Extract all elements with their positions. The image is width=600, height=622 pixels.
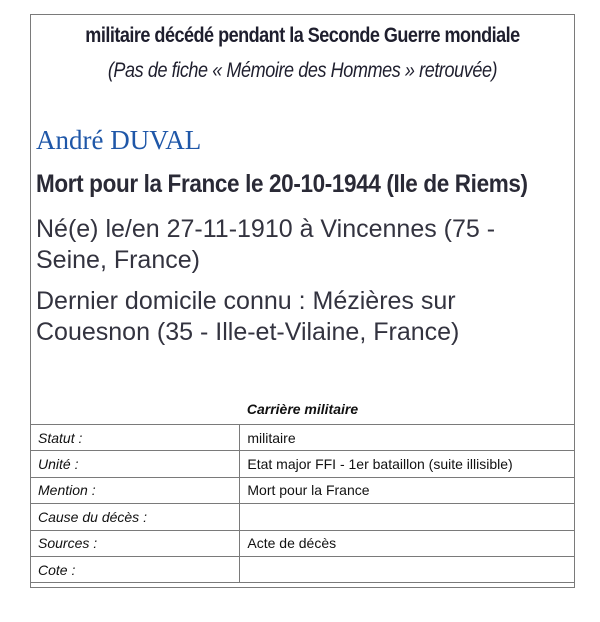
table-row xyxy=(31,504,575,530)
record-title: militaire décédé pendant la Seconde Guerre mondiale xyxy=(85,24,520,47)
row-label-unite: Unité : xyxy=(31,451,240,477)
table-row xyxy=(31,425,575,451)
table-row xyxy=(31,477,575,503)
row-label-cause: Cause du décès : xyxy=(31,504,240,530)
row-label-mention: Mention : xyxy=(31,477,240,503)
last-residence: Dernier domicile connu : Mézières sur Couesnon (35 - Ille-et-Vilaine, France) xyxy=(36,287,460,346)
table-row xyxy=(31,451,575,477)
row-value-cote xyxy=(240,556,575,582)
row-value-cause xyxy=(240,504,575,530)
career-heading: Carrière militaire xyxy=(246,401,359,417)
row-label-statut: Statut : xyxy=(31,425,240,451)
row-value-mention: Mort pour la France xyxy=(240,477,575,503)
row-value-sources: Acte de décès xyxy=(240,530,575,556)
row-value-statut: militaire xyxy=(240,425,575,451)
death-statement: Mort pour la France le 20-10-1944 (Ile de Riems) xyxy=(36,170,528,198)
table-row xyxy=(31,530,575,556)
career-table xyxy=(30,424,575,583)
row-label-cote: Cote : xyxy=(31,556,240,582)
record-subtitle: (Pas de fiche « Mémoire des Hommes » retrouvée) xyxy=(107,59,498,82)
person-name: André DUVAL xyxy=(36,125,202,155)
record-card xyxy=(30,14,575,588)
row-value-unite: Etat major FFI - 1er bataillon (suite illisible) xyxy=(240,451,575,477)
row-label-sources: Sources : xyxy=(31,530,240,556)
table-row xyxy=(31,556,575,582)
birth-statement: Né(e) le/en 27-11-1910 à Vincennes (75 - Seine, France) xyxy=(36,215,496,274)
